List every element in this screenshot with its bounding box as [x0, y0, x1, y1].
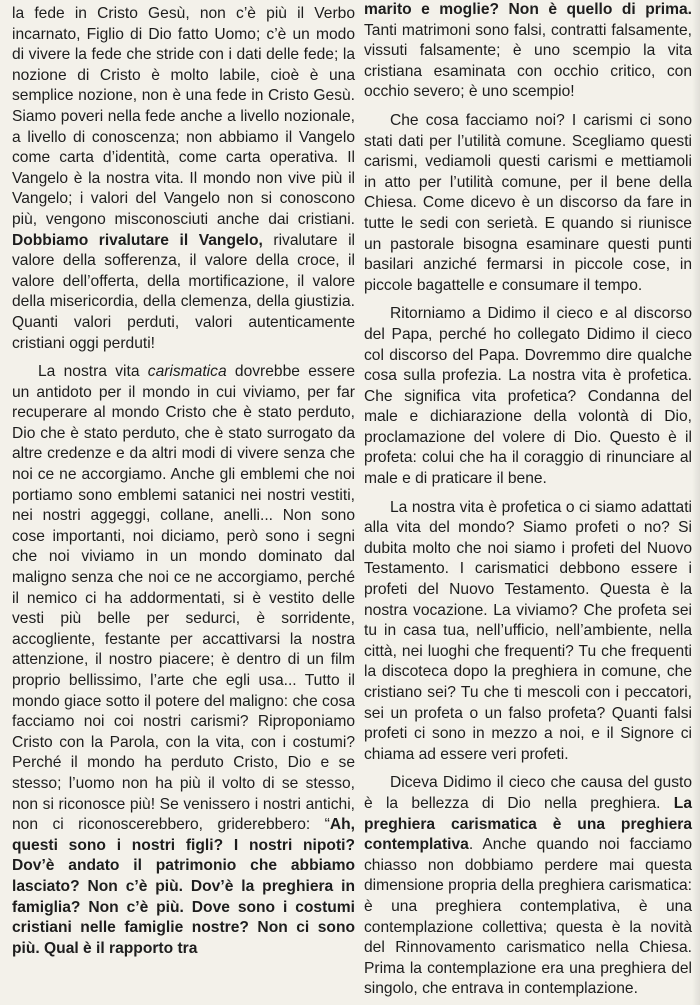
paragraph	[12, 362, 355, 959]
paragraph-text: . Anche quando noi facciamo chiasso non dobbiamo perdere mai questa dimensione propria della preghiera carismatica: è una preghiera contemplativa, è una contemplazione collettiva; questa è la novità del Rinnovamento carismatico nella Chiesa. Prima la contemplazione era una preghiera del singolo, che entrava in contemplazione.	[364, 836, 692, 998]
paragraph	[364, 773, 692, 1000]
paragraph: La nostra vita è profetica o ci siamo adattati alla vita del mondo? Siamo profeti o no? Si dubita molto che noi siamo i profeti del Nuovo Testamento. I carismatici debbono essere i profeti del Nuovo Testamento. Questa è la nostra vocazione. La viviamo? Che profeta sei tu in casa tua, nell’ufficio, nell’ambiente, nella città, nei luoghi che frequenti? Tu che frequenti la discoteca dopo la preghiera in comune, che cristiano sei? Tu che ti mescoli con i peccatori, sei un profeta o un falso profeta? Quanti falsi profeti ci sono in mezzo a noi, e il Signore ci chiama ad essere veri profeti.	[364, 498, 692, 763]
italic-word: carismatica	[147, 363, 227, 381]
paragraph-text: rivalutare il valore della sofferenza, il valore della croce, il valore dell’offerta, della mortificazione, il valore della misericordia, della clemenza, della giustizia. Quanti valori perduti, valori autenticamente cristiani oggi perduti!	[12, 231, 355, 352]
paragraph: Ritorniamo a Didimo il cieco e al discorso del Papa, perché ho collegato Didimo il cieco col discorso del Papa. Dovremmo dire qualche cosa sulla profezia. La nostra vita è profetica. Che significa vita profetica? Condanna del male e dichiarazione della volontà di Dio, proclamazione del volere di Dio. Questo è il profeta: colui che ha il coraggio di rinunciare al male e di praticare il bene.	[364, 305, 692, 488]
paragraph-text: Tanti matrimoni sono falsi, contratti falsamente, vissuti falsamente; è uno scempio la vita cristiana esaminata con occhio critico, con occhio severo; è uno scempio!	[364, 21, 692, 101]
bold-quote: Ah, questi sono i nostri figli? I nostri nipoti? Dov’è andato il patrimonio che abbiamo lasciato? Non c’è più. Dov’è la preghiera in famiglia? Non c’è più. Dove sono i costumi cristiani nelle famiglie nostre? Non ci sono più. Qual è il rapporto tra	[12, 816, 355, 957]
paragraph	[364, 0, 692, 103]
paragraph-text: Diceva Didimo il cieco che causa del gusto è la bellezza di Dio nella preghiera.	[364, 774, 692, 812]
paragraph-text: La nostra vita	[38, 363, 148, 381]
paragraph	[12, 0, 355, 354]
right-column	[364, 0, 692, 1000]
bold-phrase: Dobbiamo rivalutare il Vangelo,	[12, 231, 263, 249]
bold-phrase: marito e moglie? Non è quello di prima.	[364, 1, 692, 18]
page-edge-shadow	[692, 0, 700, 1005]
bold-phrase: La preghiera carismatica è una preghiera contemplativa	[364, 794, 692, 854]
paragraph-text: dovrebbe essere un antidoto per il mondo in cui viviamo, per far recuperare al mondo Cristo che è stato perduto, Dio che è stato perduto, che è stato surrogato da altre credenze e da altri modi di vivere senza che noi ce ne accorgiamo. Anche gli emblemi che noi portiamo sono emblemi satanici nei nostri vestiti, nei nostri aggeggi, collane, anelli... Non sono cose importanti, noi diciamo, però sono i segni che noi viviamo in un mondo dominato dal maligno senza che noi ce ne accorgiamo, perché il nemico ci ha addormentati, si è vestito delle vesti più belle per sedurci, è sorridente, accogliente, festante per accattivarsi la nostra attenzione, il nostro piacere; è dentro di un film proprio bellissimo, l’arte che egli usa... Tutto il mondo giace sotto il potere del maligno: che cosa facciamo noi coi nostri carismi? Riproponiamo Cristo con la Parola, con la vita, con i costumi? Perché il mondo ha perduto Cristo, Dio e se stesso; l’uomo non ha più il volto di se stesso, non si riconosce più! Se venissero i nostri antichi, non ci riconoscerebbero, griderebbero: “	[12, 363, 355, 834]
left-column	[12, 0, 355, 959]
paragraph-text: la fede in Cristo Gesù, non c’è più il Verbo incarnato, Figlio di Dio fatto Uomo; c’è un modo di vivere la fede che stride con i dati delle fede; la nozione di Cristo è molto labile, cioè è una semplice nozione, non è una fede in Cristo Gesù. Siamo poveri nella fede anche a livello nozionale, a livello di conoscenza; non abbiamo il Vangelo come carta d’identità, come carta operativa. Il Vangelo è la nostra vita. Il mondo non vive più il Vangelo; i valori del Vangelo non si conoscono più, vengono misconosciuti anche dai cristiani.	[12, 5, 355, 228]
paragraph: Che cosa facciamo noi? I carismi ci sono stati dati per l’utilità comune. Scegliamo questi carismi, vediamoli questi carismi e mettiamoli in atto per l’utilità comune, per il bene della Chiesa. Come dicevo è un discorso da fare in tutte le sedi con serietà. E quando si riunisce un pastorale bisogna esaminare questi punti basilari anziché fermarsi in piccole cose, in piccole bagattelle e consumare il tempo.	[364, 111, 692, 294]
